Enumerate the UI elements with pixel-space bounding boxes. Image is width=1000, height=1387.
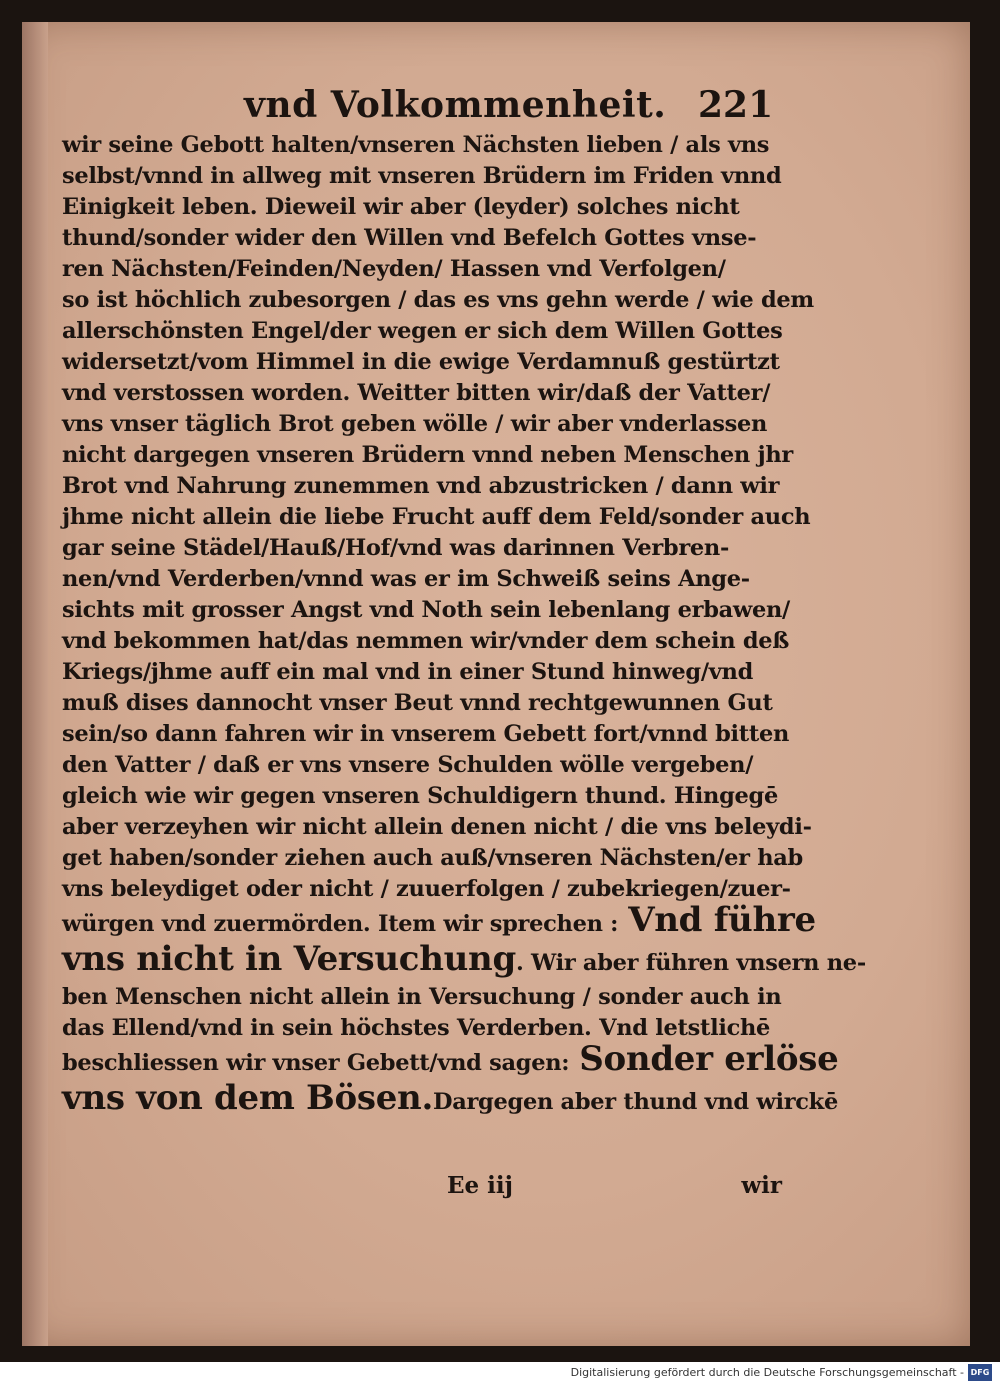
text-segment: sein/so dann fahren wir in vnserem Gebett fort/vnnd bitten — [62, 721, 790, 747]
text-line — [62, 936, 866, 982]
text-segment: vnd bekommen hat/das nemmen wir/vnder dem schein deß — [62, 628, 790, 654]
text-line — [62, 595, 790, 626]
text-segment: get haben/sonder ziehen auch auß/vnseren Nächsten/er hab — [62, 845, 803, 871]
text-line — [62, 688, 782, 719]
text-segment: den Vatter / daß er vns vnsere Schulden wölle vergeben/ — [62, 752, 754, 778]
text-segment: Brot vnd Nahrung zunemmen vnd abzustricken / dann wir — [62, 473, 780, 499]
running-head: vnd Volkommenheit. — [244, 84, 667, 126]
text-segment: beschliessen wir vnser Gebett/vnd sagen: — [62, 1050, 570, 1076]
text-line — [62, 750, 782, 781]
text-segment: widersetzt/vom Himmel in die ewige Verdamnuß gestürtzt — [62, 349, 780, 375]
text-segment: Kriegs/jhme auff ein mal vnd in einer Stund hinweg/vnd — [62, 659, 754, 685]
text-segment: vns nicht in Versuchung — [62, 939, 516, 979]
text-segment: muß dises dannocht vnser Beut vnnd rechtgewunnen Gut — [62, 690, 773, 716]
dfg-logo-icon: DFG — [968, 1364, 992, 1381]
text-segment: vnd verstossen worden. Weitter bitten wir/daß der Vatter/ — [62, 380, 771, 406]
text-line — [62, 471, 782, 502]
text-line — [62, 161, 782, 192]
text-line — [62, 192, 782, 223]
text-line — [62, 843, 803, 874]
text-segment: ren Nächsten/Feinden/Neyden/ Hassen vnd Verfolgen/ — [62, 256, 726, 282]
book-page — [22, 22, 970, 1346]
signature-mark: Ee iij — [447, 1172, 513, 1199]
text-segment: sichts mit grosser Angst vnd Noth sein lebenlang erbawen/ — [62, 597, 790, 623]
text-segment: Vnd führe — [628, 900, 816, 940]
text-line — [62, 626, 790, 657]
text-line — [62, 533, 782, 564]
text-line — [62, 502, 811, 533]
text-line — [62, 657, 782, 688]
text-segment: vns vnser täglich Brot geben wölle / wir aber vnderlassen — [62, 411, 768, 437]
text-segment: gar seine Städel/Hauß/Hof/vnd was darinnen Verbren- — [62, 535, 729, 561]
text-line — [62, 781, 782, 812]
text-segment: Einigkeit leben. Dieweil wir aber (leyder) solches nicht — [62, 194, 740, 220]
text-segment: nen/vnd Verderben/vnnd was er im Schweiß seins Ange- — [62, 566, 750, 592]
text-line — [62, 347, 782, 378]
text-segment: ben Menschen nicht allein in Versuchung / sonder auch in — [62, 984, 782, 1010]
text-line — [62, 719, 790, 750]
text-line — [62, 1075, 838, 1121]
text-segment: das Ellend/vnd in sein höchstes Verderben. Vnd letstlichē — [62, 1015, 771, 1041]
text-line — [62, 812, 812, 843]
text-segment: würgen vnd zuermörden. Item wir sprechen : — [62, 911, 619, 937]
text-segment: vns von dem Bösen. — [62, 1078, 434, 1118]
text-line — [62, 378, 782, 409]
catchword: wir — [741, 1172, 782, 1199]
text-line — [62, 254, 782, 285]
text-line — [62, 409, 782, 440]
text-segment: . Wir aber führen vnsern ne- — [515, 950, 866, 976]
text-segment: selbst/vnnd in allweg mit vnseren Brüdern im Friden vnnd — [62, 163, 782, 189]
footer-bar — [0, 1362, 1000, 1387]
text-line — [62, 440, 793, 471]
text-line — [62, 130, 782, 161]
text-line — [62, 564, 782, 595]
page-number: 221 — [698, 84, 774, 126]
text-segment: Sonder erlöse — [579, 1039, 839, 1079]
text-segment: aber verzeyhen wir nicht allein denen nicht / die vns beleydi- — [62, 814, 812, 840]
text-segment: so ist höchlich zubesorgen / das es vns gehn werde / wie dem — [62, 287, 814, 313]
text-segment: allerschönsten Engel/der wegen er sich dem Willen Gottes — [62, 318, 783, 344]
text-segment: nicht dargegen vnseren Brüdern vnnd neben Menschen jhr — [62, 442, 793, 468]
text-segment: gleich wie wir gegen vnseren Schuldigern thund. Hingegē — [62, 783, 778, 809]
body-text — [62, 130, 866, 1121]
text-line — [62, 285, 814, 316]
text-segment: jhme nicht allein die liebe Frucht auff dem Feld/sonder auch — [62, 504, 811, 530]
funding-credit: Digitalisierung gefördert durch die Deutsche Forschungsgemeinschaft - — [570, 1366, 964, 1379]
text-segment: thund/sonder wider den Willen vnd Befelch Gottes vnse- — [62, 225, 757, 251]
text-line — [62, 900, 816, 940]
signature-line — [447, 1172, 782, 1204]
text-line — [62, 223, 782, 254]
text-segment: Dargegen aber thund vnd wirckē — [433, 1089, 838, 1115]
page-gutter — [22, 22, 48, 1346]
text-segment: wir seine Gebott halten/vnseren Nächsten lieben / als vns — [62, 132, 770, 158]
text-line — [62, 316, 782, 347]
text-line — [62, 1039, 839, 1079]
text-segment: vns beleydiget oder nicht / zuuerfolgen / zubekriegen/zuer- — [62, 876, 791, 902]
text-line — [62, 982, 782, 1013]
